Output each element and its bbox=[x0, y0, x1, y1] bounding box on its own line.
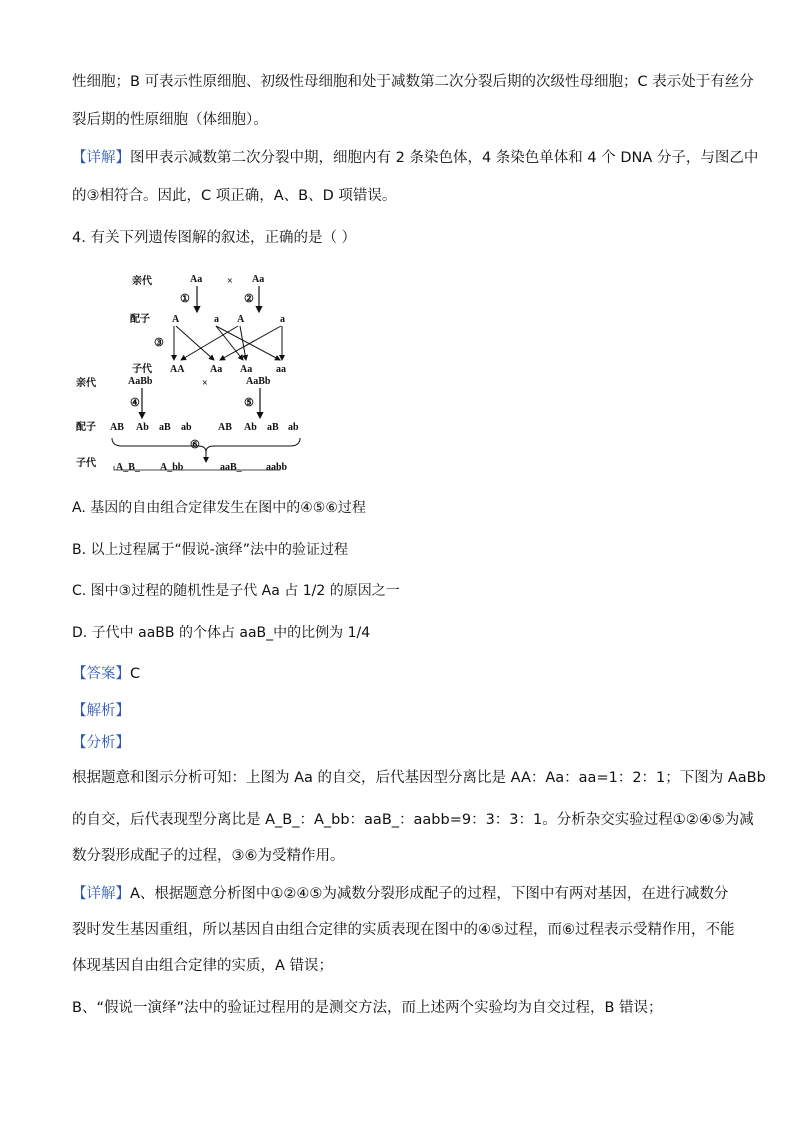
label-gamete-bottom: 配子 bbox=[76, 422, 96, 433]
detail-line: 裂时发生基因重组，所以基因自由组合定律的实质表现在图中的④⑤过程，而⑥过程表示受精作用，不能 bbox=[72, 922, 735, 938]
detail-line: 体现基因自由组合定律的实质，A 错误； bbox=[72, 958, 334, 974]
gamete-a-1: a bbox=[214, 314, 219, 325]
gamete-right-3: aB bbox=[267, 422, 279, 433]
paragraph-line: 的③相符合。因此，C 项正确，A、B、D 项错误。 bbox=[72, 188, 397, 204]
step-3: ③ bbox=[154, 337, 164, 349]
gamete-right-1: AB bbox=[218, 422, 232, 433]
option-a: A. 基因的自由组合定律发生在图中的④⑤⑥过程 bbox=[72, 500, 366, 516]
option-d: D. 子代中 aaBB 的个体占 aaB_中的比例为 1/4 bbox=[72, 625, 371, 641]
detail-text: A、根据题意分析图中①②④⑤为减数分裂形成配子的过程，下图中有两对基因，在进行减数分 bbox=[130, 886, 729, 902]
detail-line: B、“假说一演绎”法中的验证过程用的是测交方法，而上述两个实验均为自交过程，B 错误； bbox=[72, 1000, 663, 1016]
gamete-A-1: A bbox=[172, 314, 180, 325]
analysis-tag: 【解析】 bbox=[72, 703, 130, 719]
gamete-left-4: ab bbox=[181, 422, 192, 433]
paragraph-line: 性细胞；B 可表示性原细胞、初级性母细胞和处于减数第二次分裂后期的次级性母细胞；C 表示处于有丝分 bbox=[72, 74, 754, 90]
parent-aabb-right: AaBb bbox=[246, 376, 271, 387]
option-c: C. 图中③过程的随机性是子代 Aa 占 1/2 的原因之一 bbox=[72, 583, 400, 599]
cross-sign-bottom: × bbox=[202, 378, 208, 389]
cross-sign-top: × bbox=[227, 276, 233, 287]
child-Aa-2: Aa bbox=[240, 364, 253, 375]
gamete-right-4: ab bbox=[288, 422, 299, 433]
gamete-A-2: A bbox=[237, 314, 245, 325]
step-1: ① bbox=[180, 293, 190, 305]
detail-tag: 【详解】 bbox=[72, 150, 130, 166]
gamete-left-2: Ab bbox=[136, 422, 149, 433]
paragraph-line: 裂后期的性原细胞（体细胞）。 bbox=[72, 112, 268, 128]
gamete-right-2: Ab bbox=[244, 422, 257, 433]
parent-aa-left: Aa bbox=[190, 274, 203, 285]
child-aa: aa bbox=[276, 364, 286, 375]
child-AA: AA bbox=[170, 364, 185, 375]
paragraph-text: 图甲表示减数第二次分裂中期，细胞内有 2 条染色体，4 条染色单体和 4 个 DNA 分子，与图乙中 bbox=[130, 150, 759, 166]
fenxi-tag: 【分析】 bbox=[72, 735, 130, 751]
child-class-2: A_bb bbox=[160, 462, 184, 473]
analysis-line: 数分裂形成配子的过程，③⑥为受精作用。 bbox=[72, 848, 345, 864]
parent-aabb-left: AaBb bbox=[128, 376, 153, 387]
step-6: ⑥ bbox=[190, 439, 200, 451]
label-child-bottom: 子代 bbox=[76, 458, 96, 469]
gamete-left-1: AB bbox=[110, 422, 124, 433]
analysis-line: 根据题意和图示分析可知：上图为 Aa 的自交，后代基因型分离比是 AA：Aa：aa=1：2：1；下图为 AaBb bbox=[72, 770, 766, 786]
step-5: ⑤ bbox=[244, 397, 254, 409]
label-child-top: 子代 bbox=[132, 364, 152, 375]
label-parent-top: 亲代 bbox=[132, 276, 152, 287]
answer-tag: 【答案】 bbox=[72, 666, 130, 682]
genetic-cross-diagram bbox=[70, 266, 310, 478]
child-class-3: aaB_ bbox=[220, 462, 242, 473]
answer-value: C bbox=[130, 666, 141, 682]
label-gamete-top: 配子 bbox=[130, 314, 150, 325]
gamete-left-3: aB bbox=[159, 422, 171, 433]
parent-aa-right: Aa bbox=[252, 274, 265, 285]
paragraph-line bbox=[72, 148, 758, 168]
step-2: ② bbox=[244, 293, 254, 305]
child-class-1: A_B_ bbox=[116, 462, 140, 473]
question-stem: 4. 有关下列遗传图解的叙述，正确的是（ ） bbox=[72, 230, 357, 246]
step-4: ④ bbox=[130, 397, 140, 409]
gamete-a-2: a bbox=[280, 314, 285, 325]
option-b: B. 以上过程属于“假说-演绎”法中的验证过程 bbox=[72, 542, 349, 558]
child-class-4: aabb bbox=[266, 462, 288, 473]
child-Aa-1: Aa bbox=[210, 364, 223, 375]
label-parent-bottom: 亲代 bbox=[76, 378, 96, 389]
detail-line bbox=[72, 884, 728, 904]
analysis-line: 的自交，后代表现型分离比是 A_B_：A_bb：aaB_：aabb=9：3：3：1。分析杂交实验过程①②④⑤为减 bbox=[72, 812, 754, 828]
detail-tag: 【详解】 bbox=[72, 886, 130, 902]
answer-line bbox=[72, 664, 140, 684]
